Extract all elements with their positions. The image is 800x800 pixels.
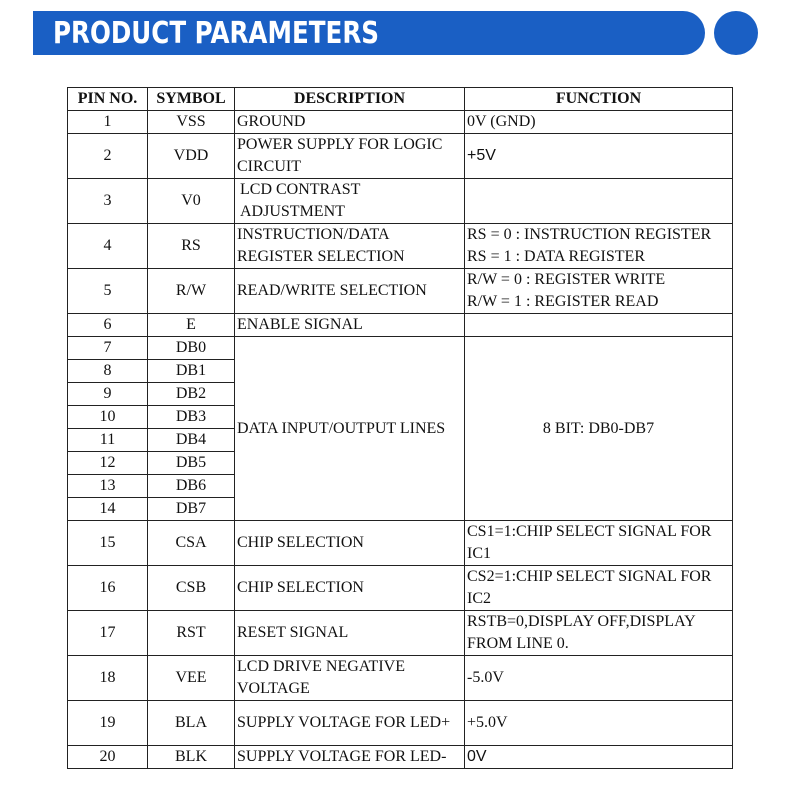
- symbol-cell: DB4: [148, 429, 235, 452]
- pin-cell: 3: [68, 179, 148, 224]
- banner-circle-icon: [714, 11, 758, 55]
- description-cell: CHIP SELECTION: [235, 521, 465, 566]
- table-row: [68, 566, 733, 611]
- table-row: [68, 337, 733, 360]
- function-line: RS = 0 : INSTRUCTION REGISTER: [467, 226, 712, 243]
- function-line: R/W = 1 : REGISTER READ: [467, 293, 659, 310]
- symbol-cell: CSB: [148, 566, 235, 611]
- symbol-cell: RS: [148, 224, 235, 269]
- table-row: [68, 701, 733, 746]
- description-cell: READ/WRITE SELECTION: [235, 269, 465, 314]
- function-cell: [465, 224, 733, 269]
- pin-cell: 10: [68, 406, 148, 429]
- function-cell: 0V (GND): [465, 111, 733, 134]
- description-cell: SUPPLY VOLTAGE FOR LED-: [235, 746, 465, 769]
- pin-cell: 14: [68, 498, 148, 521]
- symbol-cell: DB3: [148, 406, 235, 429]
- symbol-cell: RST: [148, 611, 235, 656]
- table-row: [68, 179, 733, 224]
- product-parameters-table: [67, 87, 733, 769]
- function-cell: +5.0V: [465, 701, 733, 746]
- pin-cell: 19: [68, 701, 148, 746]
- function-cell: [465, 269, 733, 314]
- symbol-cell: DB7: [148, 498, 235, 521]
- symbol-cell: VDD: [148, 134, 235, 179]
- pin-cell: 16: [68, 566, 148, 611]
- column-header: FUNCTION: [465, 88, 733, 111]
- function-line: RS = 1 : DATA REGISTER: [467, 248, 645, 265]
- table-row: [68, 224, 733, 269]
- column-header: PIN NO.: [68, 88, 148, 111]
- pin-cell: 15: [68, 521, 148, 566]
- table-row: [68, 134, 733, 179]
- column-header: SYMBOL: [148, 88, 235, 111]
- symbol-cell: BLK: [148, 746, 235, 769]
- function-cell: +5V: [465, 134, 733, 179]
- pin-cell: 8: [68, 360, 148, 383]
- title-banner: [33, 11, 705, 55]
- symbol-cell: E: [148, 314, 235, 337]
- table-row: [68, 656, 733, 701]
- table-row: [68, 746, 733, 769]
- data-lines-function-cell: 8 BIT: DB0-DB7: [465, 337, 733, 521]
- function-cell: RSTB=0,DISPLAY OFF,DISPLAY FROM LINE 0.: [465, 611, 733, 656]
- table-row: [68, 521, 733, 566]
- symbol-cell: VSS: [148, 111, 235, 134]
- pin-cell: 6: [68, 314, 148, 337]
- symbol-cell: VEE: [148, 656, 235, 701]
- function-cell: [465, 314, 733, 337]
- pin-cell: 11: [68, 429, 148, 452]
- pin-cell: 20: [68, 746, 148, 769]
- description-cell: SUPPLY VOLTAGE FOR LED+: [235, 701, 465, 746]
- symbol-cell: R/W: [148, 269, 235, 314]
- pin-cell: 12: [68, 452, 148, 475]
- description-cell: LCD DRIVE NEGATIVE VOLTAGE: [235, 656, 465, 701]
- pin-cell: 9: [68, 383, 148, 406]
- symbol-cell: DB5: [148, 452, 235, 475]
- pin-cell: 2: [68, 134, 148, 179]
- function-cell: [465, 179, 733, 224]
- function-cell: CS2=1:CHIP SELECT SIGNAL FOR IC2: [465, 566, 733, 611]
- description-cell: CHIP SELECTION: [235, 566, 465, 611]
- symbol-cell: DB2: [148, 383, 235, 406]
- data-lines-description-cell: DATA INPUT/OUTPUT LINES: [235, 337, 465, 521]
- page-title: PRODUCT PARAMETERS: [53, 16, 380, 51]
- table-row: [68, 314, 733, 337]
- function-line: R/W = 0 : REGISTER WRITE: [467, 271, 666, 288]
- column-header: DESCRIPTION: [235, 88, 465, 111]
- symbol-cell: CSA: [148, 521, 235, 566]
- function-cell: -5.0V: [465, 656, 733, 701]
- description-cell: GROUND: [235, 111, 465, 134]
- pin-cell: 5: [68, 269, 148, 314]
- symbol-cell: V0: [148, 179, 235, 224]
- function-cell: 0V: [465, 746, 733, 769]
- table-row: [68, 269, 733, 314]
- pin-cell: 17: [68, 611, 148, 656]
- pin-cell: 1: [68, 111, 148, 134]
- table-row: [68, 111, 733, 134]
- symbol-cell: DB0: [148, 337, 235, 360]
- description-cell: INSTRUCTION/DATA REGISTER SELECTION: [235, 224, 465, 269]
- symbol-cell: DB1: [148, 360, 235, 383]
- symbol-cell: DB6: [148, 475, 235, 498]
- table-header-row: [68, 88, 733, 111]
- pin-cell: 4: [68, 224, 148, 269]
- pin-cell: 18: [68, 656, 148, 701]
- function-cell: CS1=1:CHIP SELECT SIGNAL FOR IC1: [465, 521, 733, 566]
- table-row: [68, 611, 733, 656]
- description-cell: ENABLE SIGNAL: [235, 314, 465, 337]
- pin-cell: 13: [68, 475, 148, 498]
- description-cell: RESET SIGNAL: [235, 611, 465, 656]
- description-cell: LCD CONTRAST ADJUSTMENT: [235, 179, 465, 224]
- description-cell: POWER SUPPLY FOR LOGIC CIRCUIT: [235, 134, 465, 179]
- pin-cell: 7: [68, 337, 148, 360]
- symbol-cell: BLA: [148, 701, 235, 746]
